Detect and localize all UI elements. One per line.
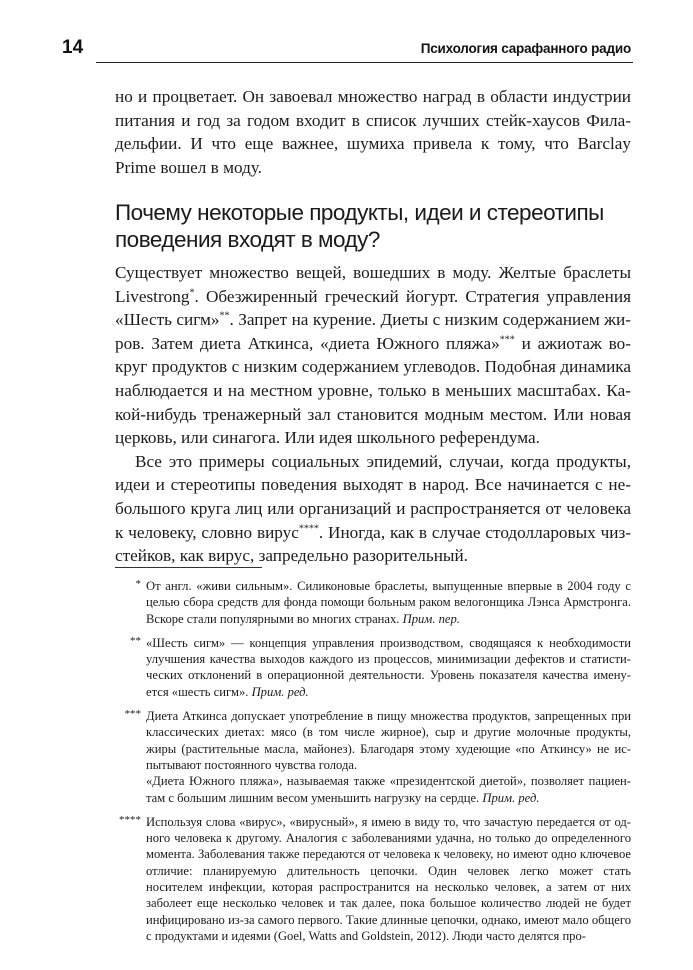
footnote-text: Диета Аткинса допускает употребление в пищу множества продуктов, запрещенных при классических диетах: мясо (в том числе жирное), сыр и другие молочные продукты, жиры (растительные масла, майонез). Благодаря этому худеющие «по Аткинсу» не испытывают постоянного чувства голода.: [146, 709, 631, 772]
footnote-mark: **: [130, 634, 141, 647]
footnote: [115, 635, 631, 700]
footnote-separator: [115, 567, 262, 568]
footnote-mark: ***: [124, 708, 141, 721]
paragraph-text: Все это примеры социальных эпидемий, случаи, когда продукты, идеи и стереотипы поведения выходят в народ. Все начинается с небольшого круга лиц или организаций и распространяется от человека к человеку, словно вирус: [115, 451, 631, 542]
paragraph-text: и ажиотаж вокруг продуктов с низким содержанием углеводов. Подобная динамика наблюдается и на местном уровне, только в меньших масштабах. Какой-нибудь тренажерный зал становится модным местом. Или новая церковь, или синагога. Или идея школьного референдума.: [115, 333, 631, 448]
body-text-section: [115, 261, 631, 568]
footnote-ref[interactable]: ***: [499, 334, 515, 346]
paragraph-text: . Запрет на курение. Диеты с низким содержанием жиров. Затем диета Аткинса, «диета Южного пляжа»: [115, 310, 631, 353]
paragraph-text: . Иногда, как в случае стодолларовых чизстейков, как вирус, запредельно разорительный.: [115, 522, 631, 566]
paragraph-fads: [115, 261, 631, 450]
section-heading: Почему некоторые продукты, идеи и стереотипы поведения входят в моду?: [115, 200, 604, 252]
footnote-attribution: Прим. ред.: [251, 684, 309, 699]
footnote: [115, 708, 631, 806]
footnote-ref[interactable]: *: [189, 286, 195, 298]
footnote-ref[interactable]: **: [219, 310, 230, 322]
footnote-text: «Шесть сигм» — концепция управления производством, сводящаяся к необходимости улучшения качества выходов каждого из процессов, минимизации дефектов и статистических отклонений в операционной деятельности. Уровень показателя качества именуется «шесть сигм».: [146, 635, 631, 699]
page-number: 14: [62, 37, 84, 58]
paragraph-text: . Обезжиренный греческий йогурт. Стратегия управления «Шесть сигм»: [115, 286, 631, 330]
running-title: Психология сарафанного радио: [420, 41, 631, 56]
footnote-text: «Диета Южного пляжа», называемая также «президентской диетой», позволяет пациентам с большим лишним весом уменьшить нагрузку на сердце.: [146, 774, 631, 805]
footnote-text: От англ. «живи сильным». Силиконовые браслеты, выпущенные впервые в 2004 году с целью сбора средств для фонда помощи больным раком велогонщика Лэнса Армстронга. Вскоре стали популярными во многих странах.: [146, 579, 631, 626]
paragraph-epidemics: [115, 450, 631, 568]
body-text-top: [115, 85, 631, 179]
footnote: [115, 814, 631, 944]
footnote-attribution: Прим. пер.: [402, 611, 460, 626]
footnote-mark: ****: [119, 813, 141, 826]
footnote-mark: *: [135, 578, 141, 590]
footnotes: [115, 578, 631, 952]
paragraph-text: Существует множество вещей, вошедших в моду. Желтые браслеты Livestrong: [115, 263, 631, 306]
footnote-attribution: Прим. ред.: [482, 790, 540, 805]
paragraph-continuation: но и процветает. Он завоевал множество наград в области индустрии питания и год за годом входит в список лучших стейк-хаусов Филадельфии. И что еще важнее, шумиха привела к тому, что Barclay Prime вошел в моду.: [115, 87, 631, 177]
footnote-text: Используя слова «вирус», «вирусный», я имею в виду то, что зачастую передается от одного человека к другому. Аналогия с заболеваниями удачна, но только до определенного момента. Заболевания также передаются от человека к человеку, но имеют одно ключевое отличие: планируемую длительность цепочки. Один человек легко может стать носителем инфекции, которая распространится на несколько человек, а затем от них заболеет еще несколько человек и так далее, пока большое количество людей не будет инфицировано из-за самого первого. Такие длинные цепочки, однако, имеют мало общего с продуктами и идеями (Goel, Watts and Goldstein, 2012). Люди часто делятся про-: [146, 814, 631, 943]
footnote-ref[interactable]: ****: [298, 522, 319, 534]
header-rule: [96, 62, 633, 63]
footnote: [115, 578, 631, 627]
